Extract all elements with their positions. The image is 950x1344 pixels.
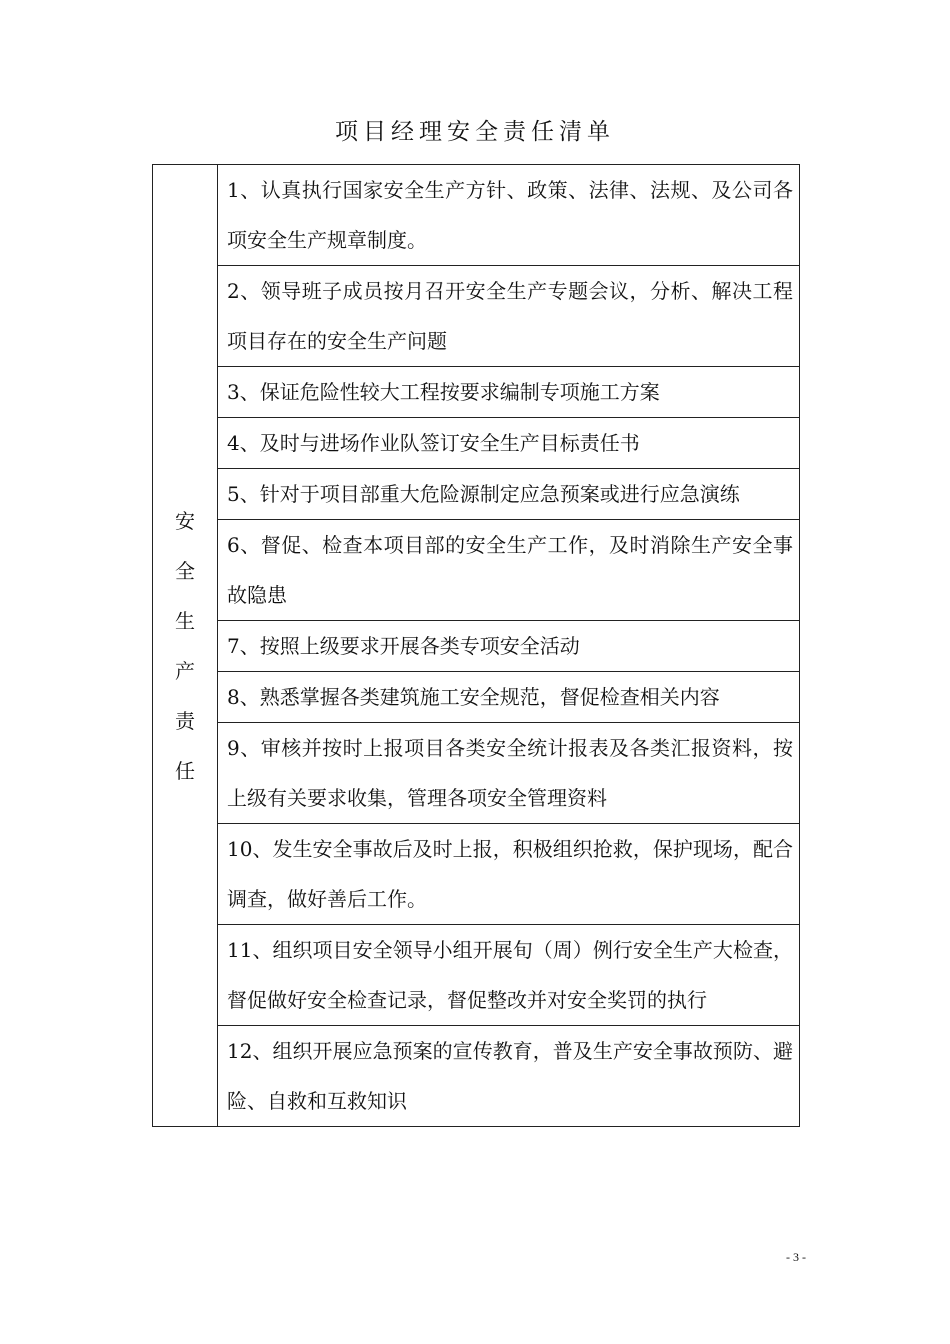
list-item: 6、督促、检查本项目部的安全生产工作，及时消除生产安全事故隐患	[218, 520, 800, 621]
table-row	[153, 418, 800, 469]
table-row	[153, 672, 800, 723]
list-item: 5、针对于项目部重大危险源制定应急预案或进行应急演练	[218, 469, 800, 520]
page-title: 项目经理安全责任清单	[335, 119, 615, 145]
list-item: 9、审核并按时上报项目各类安全统计报表及各类汇报资料，按上级有关要求收集，管理各项安全管理资料	[218, 723, 800, 824]
list-item: 1、认真执行国家安全生产方针、政策、法律、法规、及公司各项安全生产规章制度。	[218, 165, 800, 266]
list-item: 12、组织开展应急预案的宣传教育，普及生产安全事故预防、避险、自救和互救知识	[218, 1026, 800, 1127]
table-row	[153, 520, 800, 621]
table-row	[153, 1026, 800, 1127]
table-row	[153, 723, 800, 824]
list-item: 3、保证危险性较大工程按要求编制专项施工方案	[218, 367, 800, 418]
list-item: 4、及时与进场作业队签订安全生产目标责任书	[218, 418, 800, 469]
category-label: 安全生产责任	[175, 508, 195, 783]
list-item: 2、领导班子成员按月召开安全生产专题会议，分析、解决工程项目存在的安全生产问题	[218, 266, 800, 367]
table-row	[153, 367, 800, 418]
category-cell	[153, 165, 218, 1127]
list-item: 8、熟悉掌握各类建筑施工安全规范，督促检查相关内容	[218, 672, 800, 723]
table-row	[153, 165, 800, 266]
table-row	[153, 925, 800, 1026]
table-row	[153, 824, 800, 925]
table-row	[153, 621, 800, 672]
table-row	[153, 266, 800, 367]
table-row	[153, 469, 800, 520]
responsibility-table	[152, 164, 800, 1127]
list-item: 11、组织项目安全领导小组开展旬（周）例行安全生产大检查，督促做好安全检查记录，督促整改并对安全奖罚的执行	[218, 925, 800, 1026]
list-item: 10、发生安全事故后及时上报，积极组织抢救，保护现场，配合调查，做好善后工作。	[218, 824, 800, 925]
page-number: - 3 -	[786, 1250, 806, 1264]
list-item: 7、按照上级要求开展各类专项安全活动	[218, 621, 800, 672]
